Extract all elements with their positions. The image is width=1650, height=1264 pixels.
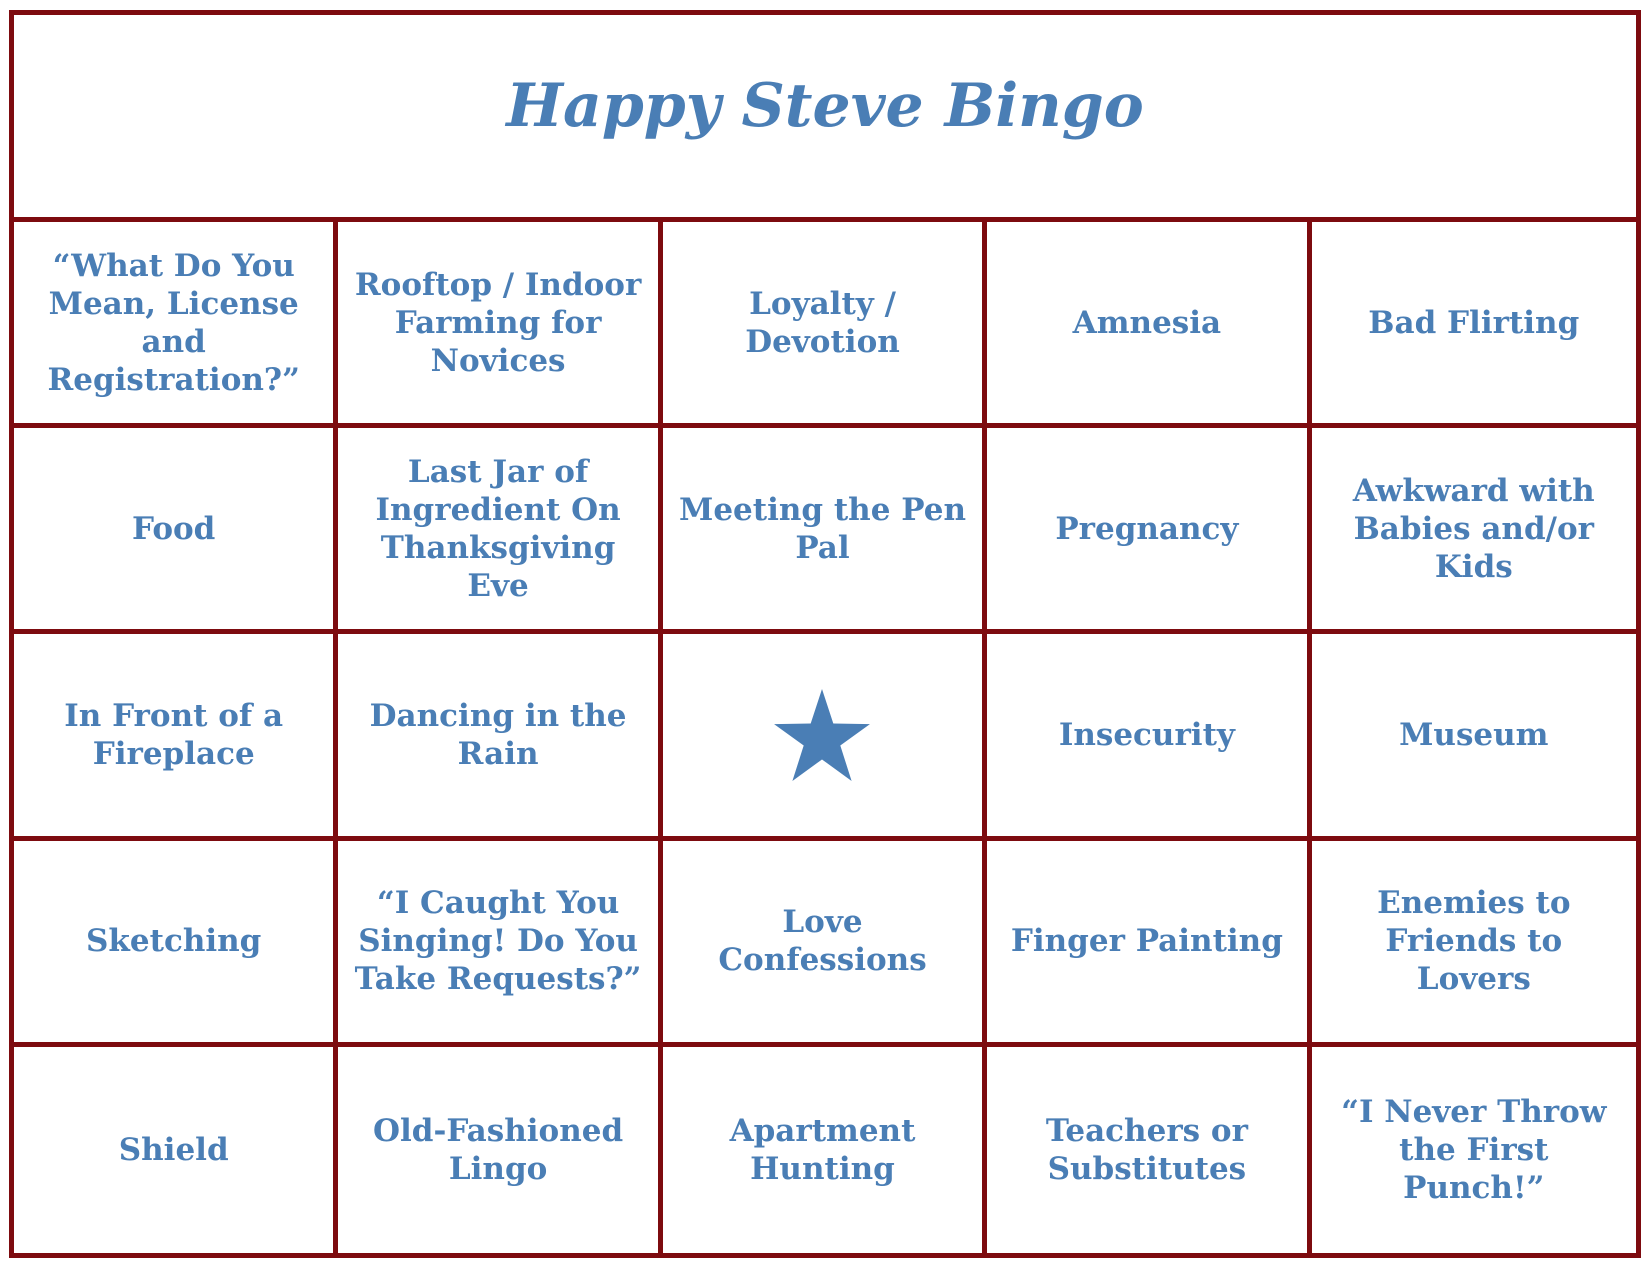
square-label: Amnesia: [1072, 304, 1222, 341]
square-label: Shield: [118, 1131, 229, 1168]
bingo-card: [9, 10, 1641, 1258]
square-label: Enemies to Friends to Lovers: [1377, 885, 1571, 998]
square-label: Awkward with Babies and/or Kids: [1352, 472, 1595, 585]
square-label: Rooftop / Indoor Farming for Novices: [354, 266, 642, 379]
star-icon: [774, 689, 870, 781]
square-label: Old-Fashioned Lingo: [373, 1112, 624, 1187]
bingo-square-r5c2[interactable]: [338, 1047, 662, 1253]
square-label: Insecurity: [1058, 716, 1235, 753]
square-label: Finger Painting: [1010, 923, 1283, 960]
bingo-square-r5c5[interactable]: [1312, 1047, 1636, 1253]
bingo-square-r2c4[interactable]: [987, 428, 1311, 634]
square-label: Loyalty / Devotion: [745, 285, 900, 360]
bingo-square-r2c3[interactable]: [663, 428, 987, 634]
bingo-square-r4c5[interactable]: [1312, 841, 1636, 1047]
bingo-square-r1c3[interactable]: [663, 222, 987, 428]
bingo-square-r1c5[interactable]: [1312, 222, 1636, 428]
bingo-square-r4c4[interactable]: [987, 841, 1311, 1047]
bingo-square-r2c1[interactable]: [14, 428, 338, 634]
title-cell: [14, 15, 1636, 222]
bingo-square-r3c5[interactable]: [1312, 634, 1636, 840]
bingo-square-r3c4[interactable]: [987, 634, 1311, 840]
bingo-square-r1c4[interactable]: [987, 222, 1311, 428]
square-label: Bad Flirting: [1368, 304, 1580, 341]
bingo-square-r3c2[interactable]: [338, 634, 662, 840]
square-label: “I Caught You Singing! Do You Take Requests?”: [354, 885, 642, 998]
bingo-square-r1c1[interactable]: [14, 222, 338, 428]
bingo-square-r2c5[interactable]: [1312, 428, 1636, 634]
bingo-square-r5c1[interactable]: [14, 1047, 338, 1253]
square-label: Food: [132, 510, 216, 547]
square-label: Dancing in the Rain: [369, 697, 627, 772]
bingo-square-r3c1[interactable]: [14, 634, 338, 840]
square-label: Teachers or Substitutes: [1045, 1112, 1248, 1187]
bingo-square-r5c3[interactable]: [663, 1047, 987, 1253]
bingo-square-r2c2[interactable]: [338, 428, 662, 634]
square-label: Love Confessions: [718, 904, 927, 979]
square-label: Apartment Hunting: [729, 1112, 916, 1187]
free-space-square[interactable]: [663, 634, 987, 840]
square-label: “I Never Throw the First Punch!”: [1341, 1093, 1607, 1206]
square-label: Last Jar of Ingredient On Thanksgiving Eve: [375, 453, 621, 604]
square-label: Sketching: [86, 923, 262, 960]
square-label: Museum: [1399, 716, 1549, 753]
card-title: Happy Steve Bingo: [506, 71, 1144, 141]
square-label: “What Do You Mean, License and Registration?”: [47, 247, 300, 398]
bingo-square-r4c2[interactable]: [338, 841, 662, 1047]
square-label: In Front of a Fireplace: [64, 697, 284, 772]
bingo-square-r5c4[interactable]: [987, 1047, 1311, 1253]
bingo-square-r4c3[interactable]: [663, 841, 987, 1047]
bingo-square-r1c2[interactable]: [338, 222, 662, 428]
square-label: Pregnancy: [1055, 510, 1239, 547]
square-label: Meeting the Pen Pal: [679, 491, 966, 566]
bingo-square-r4c1[interactable]: [14, 841, 338, 1047]
